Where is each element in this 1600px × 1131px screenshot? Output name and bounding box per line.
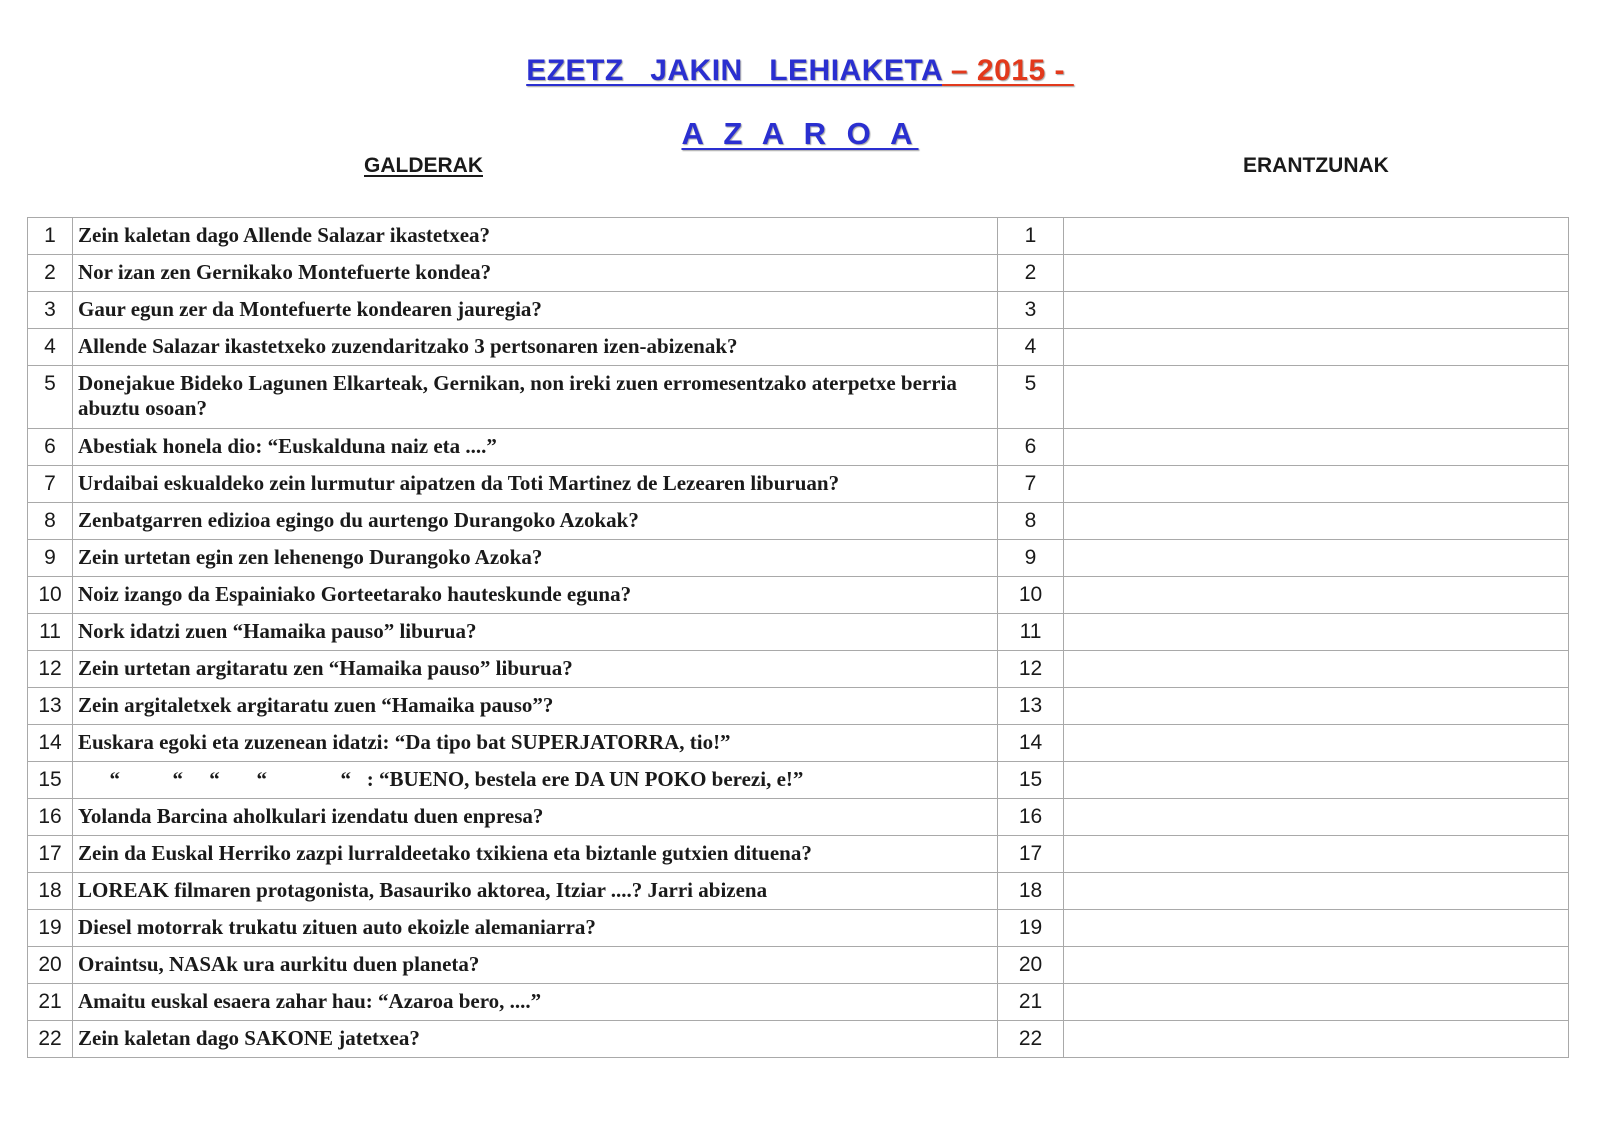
question-number: 6 — [28, 429, 73, 466]
table-row — [28, 614, 1569, 651]
table-row — [28, 429, 1569, 466]
question-number: 4 — [28, 329, 73, 366]
answer-number: 8 — [998, 503, 1064, 540]
question-text: Zein kaletan dago SAKONE jatetxea? — [73, 1021, 998, 1058]
question-text: Allende Salazar ikastetxeko zuzendaritzako 3 pertsonaren izen-abizenak? — [73, 329, 998, 366]
answer-number: 6 — [998, 429, 1064, 466]
document-title — [0, 54, 1600, 88]
question-text: Donejakue Bideko Lagunen Elkarteak, Gernikan, non ireki zuen erromesentzako aterpetxe berria abuztu osoan? — [73, 366, 998, 429]
question-number: 12 — [28, 651, 73, 688]
table-row — [28, 910, 1569, 947]
question-text: Amaitu euskal esaera zahar hau: “Azaroa bero, ....” — [73, 984, 998, 1021]
answer-cell[interactable] — [1064, 799, 1569, 836]
question-number: 13 — [28, 688, 73, 725]
answer-number: 22 — [998, 1021, 1064, 1058]
question-text: Zenbatgarren edizioa egingo du aurtengo Durangoko Azokak? — [73, 503, 998, 540]
question-text: Zein argitaletxek argitaratu zuen “Hamaika pauso”? — [73, 688, 998, 725]
answer-number: 13 — [998, 688, 1064, 725]
question-text: Euskara egoki eta zuzenean idatzi: “Da tipo bat SUPERJATORRA, tio!” — [73, 725, 998, 762]
question-number: 9 — [28, 540, 73, 577]
title-main-text: EZETZ JAKIN LEHIAKETA — [526, 54, 943, 87]
question-number: 15 — [28, 762, 73, 799]
table-row — [28, 255, 1569, 292]
answer-number: 5 — [998, 366, 1064, 429]
answer-cell[interactable] — [1064, 1021, 1569, 1058]
question-text: Oraintsu, NASAk ura aurkitu duen planeta? — [73, 947, 998, 984]
table-row — [28, 218, 1569, 255]
answer-cell[interactable] — [1064, 577, 1569, 614]
answer-cell[interactable] — [1064, 651, 1569, 688]
answer-cell[interactable] — [1064, 910, 1569, 947]
table-row — [28, 836, 1569, 873]
question-number: 16 — [28, 799, 73, 836]
answer-cell[interactable] — [1064, 366, 1569, 429]
table-row — [28, 1021, 1569, 1058]
question-number: 14 — [28, 725, 73, 762]
answer-cell[interactable] — [1064, 947, 1569, 984]
table-row — [28, 762, 1569, 799]
answer-number: 3 — [998, 292, 1064, 329]
question-number: 21 — [28, 984, 73, 1021]
answer-number: 18 — [998, 873, 1064, 910]
answer-number: 20 — [998, 947, 1064, 984]
answer-cell[interactable] — [1064, 503, 1569, 540]
question-number: 19 — [28, 910, 73, 947]
answer-number: 21 — [998, 984, 1064, 1021]
question-text: Diesel motorrak trukatu zituen auto ekoizle alemaniarra? — [73, 910, 998, 947]
document-subtitle — [0, 116, 1600, 152]
question-number: 2 — [28, 255, 73, 292]
quiz-table — [27, 217, 1569, 1058]
question-text: Zein da Euskal Herriko zazpi lurraldeetako txikiena eta biztanle gutxien dituena? — [73, 836, 998, 873]
month-title: A Z A R O A — [681, 116, 919, 151]
question-number: 11 — [28, 614, 73, 651]
answer-cell[interactable] — [1064, 614, 1569, 651]
question-text: Noiz izango da Espainiako Gorteetarako hauteskunde eguna? — [73, 577, 998, 614]
answer-cell[interactable] — [1064, 429, 1569, 466]
question-number: 5 — [28, 366, 73, 429]
answer-number: 7 — [998, 466, 1064, 503]
question-text: Nork idatzi zuen “Hamaika pauso” liburua? — [73, 614, 998, 651]
table-row — [28, 873, 1569, 910]
table-row — [28, 651, 1569, 688]
title-year-text: – 2015 - — [942, 54, 1074, 87]
answer-cell[interactable] — [1064, 466, 1569, 503]
question-text: Nor izan zen Gernikako Montefuerte kondea? — [73, 255, 998, 292]
answer-number: 17 — [998, 836, 1064, 873]
answer-number: 2 — [998, 255, 1064, 292]
question-text: Zein urtetan egin zen lehenengo Durangoko Azoka? — [73, 540, 998, 577]
answer-cell[interactable] — [1064, 762, 1569, 799]
question-number: 17 — [28, 836, 73, 873]
questions-header: GALDERAK — [364, 154, 483, 177]
answer-cell[interactable] — [1064, 873, 1569, 910]
table-row — [28, 466, 1569, 503]
answer-number: 16 — [998, 799, 1064, 836]
table-row — [28, 984, 1569, 1021]
question-number: 10 — [28, 577, 73, 614]
question-number: 7 — [28, 466, 73, 503]
answer-number: 11 — [998, 614, 1064, 651]
question-text: Zein urtetan argitaratu zen “Hamaika pauso” liburua? — [73, 651, 998, 688]
table-row — [28, 947, 1569, 984]
answer-cell[interactable] — [1064, 540, 1569, 577]
answer-number: 15 — [998, 762, 1064, 799]
answer-number: 9 — [998, 540, 1064, 577]
question-number: 8 — [28, 503, 73, 540]
table-row — [28, 577, 1569, 614]
answer-number: 19 — [998, 910, 1064, 947]
table-row — [28, 329, 1569, 366]
question-text: Urdaibai eskualdeko zein lurmutur aipatzen da Toti Martinez de Lezearen liburuan? — [73, 466, 998, 503]
table-row — [28, 688, 1569, 725]
answer-number: 10 — [998, 577, 1064, 614]
answer-cell[interactable] — [1064, 255, 1569, 292]
table-row — [28, 540, 1569, 577]
question-text: LOREAK filmaren protagonista, Basauriko aktorea, Itziar ....? Jarri abizena — [73, 873, 998, 910]
question-text: Yolanda Barcina aholkulari izendatu duen enpresa? — [73, 799, 998, 836]
table-row — [28, 725, 1569, 762]
question-number: 18 — [28, 873, 73, 910]
answer-number: 12 — [998, 651, 1064, 688]
answer-cell[interactable] — [1064, 984, 1569, 1021]
table-row — [28, 292, 1569, 329]
table-row — [28, 366, 1569, 429]
question-text: “ “ “ “ “ : “BUENO, bestela ere DA UN POKO berezi, e!” — [73, 762, 998, 799]
quiz-table-body — [28, 218, 1569, 1058]
question-number: 20 — [28, 947, 73, 984]
answer-cell[interactable] — [1064, 688, 1569, 725]
question-number: 3 — [28, 292, 73, 329]
answer-cell[interactable] — [1064, 292, 1569, 329]
table-row — [28, 799, 1569, 836]
answer-cell[interactable] — [1064, 836, 1569, 873]
question-text: Abestiak honela dio: “Euskalduna naiz eta ....” — [73, 429, 998, 466]
question-text: Zein kaletan dago Allende Salazar ikastetxea? — [73, 218, 998, 255]
answer-cell[interactable] — [1064, 218, 1569, 255]
answer-cell[interactable] — [1064, 725, 1569, 762]
question-number: 22 — [28, 1021, 73, 1058]
answers-header: ERANTZUNAK — [1243, 154, 1389, 177]
table-row — [28, 503, 1569, 540]
answer-number: 14 — [998, 725, 1064, 762]
question-text: Gaur egun zer da Montefuerte kondearen jauregia? — [73, 292, 998, 329]
answer-number: 4 — [998, 329, 1064, 366]
answer-number: 1 — [998, 218, 1064, 255]
question-number: 1 — [28, 218, 73, 255]
answer-cell[interactable] — [1064, 329, 1569, 366]
